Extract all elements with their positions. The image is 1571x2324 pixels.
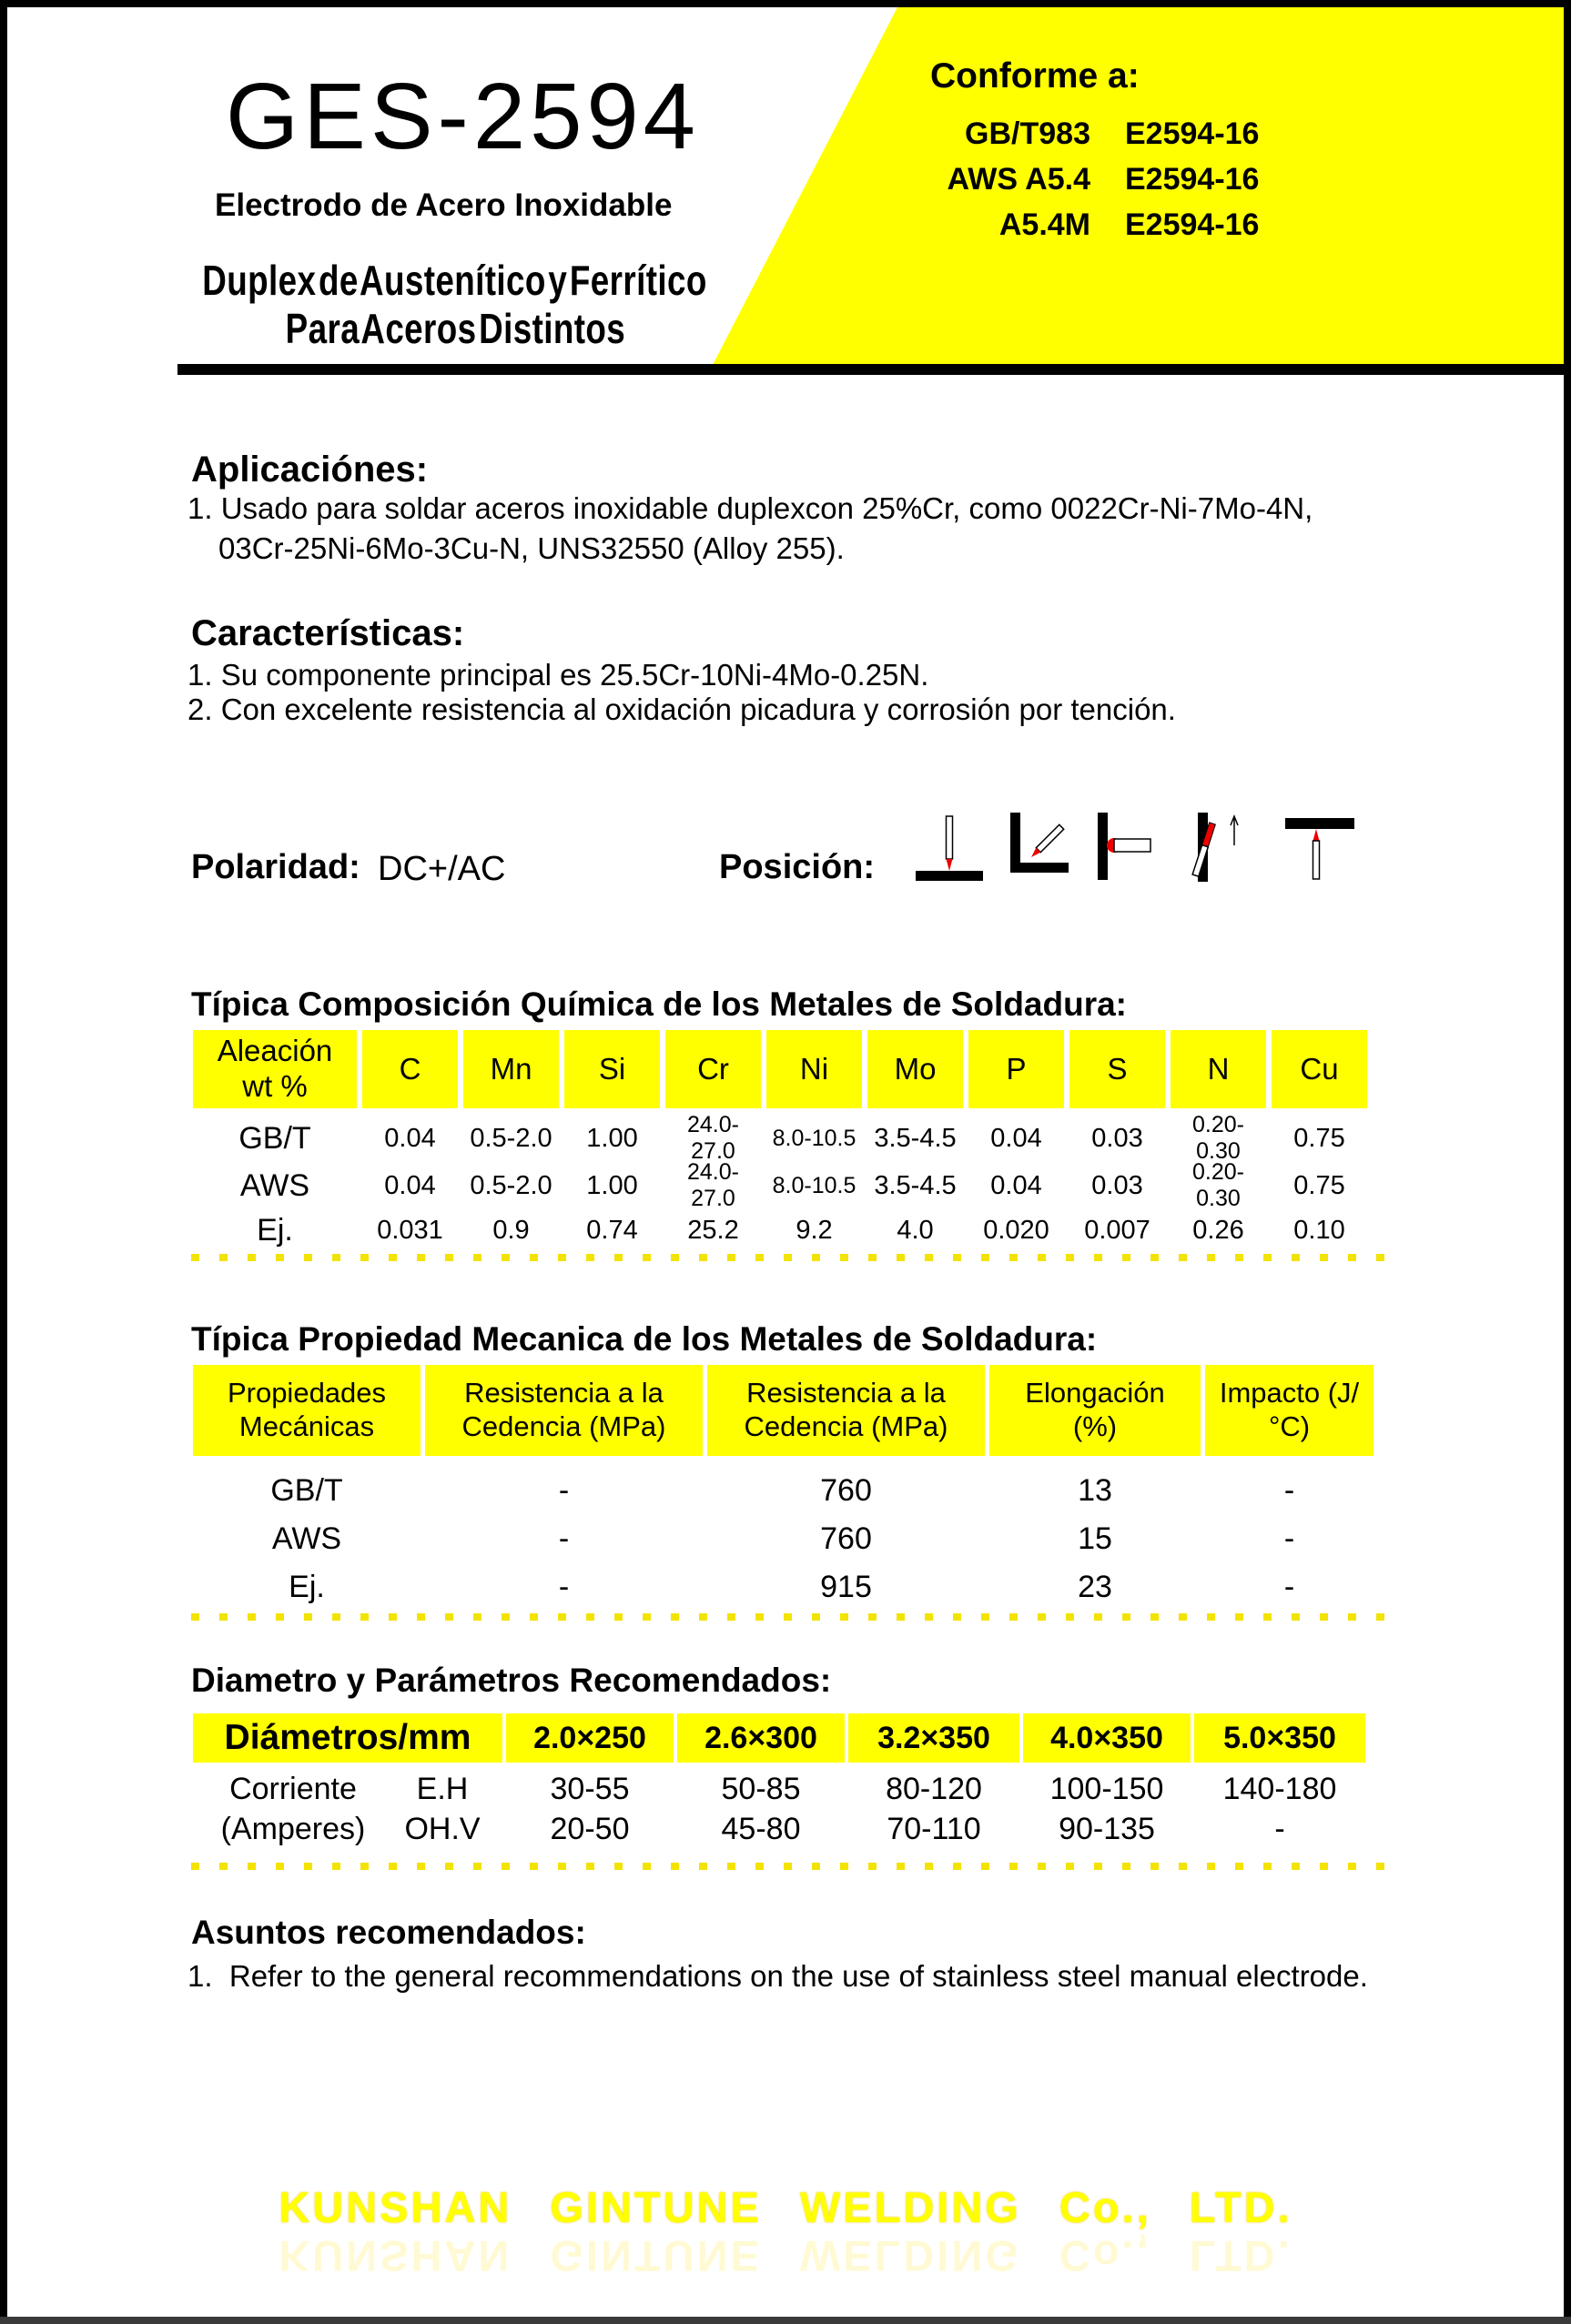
table-cell: - [558, 1570, 570, 1604]
standard-code: E2594-16 [1125, 116, 1260, 151]
row-label: Ej. [257, 1212, 293, 1248]
table-cell: 0.26 [1192, 1215, 1244, 1245]
characteristics-item1: 1. Su componente principal es 25.5Cr-10Ni-4Mo-0.25N. [188, 658, 929, 692]
overhead-position-icon [1280, 813, 1363, 887]
column-header: 4.0×350 [1023, 1713, 1191, 1763]
table-cell: 0.04 [384, 1123, 436, 1153]
table-cell: - [1274, 1811, 1285, 1846]
table-cell: 24.0-27.0 [687, 1159, 739, 1211]
table-cell: 0.007 [1084, 1215, 1150, 1245]
page-border-left [0, 0, 7, 2324]
row-label: OH.V [404, 1811, 481, 1846]
table-row [506, 1769, 1365, 1809]
table-row [506, 1809, 1365, 1849]
table-cell: - [1283, 1473, 1295, 1508]
polarity-label: Polaridad: [191, 848, 360, 886]
table-cell: 0.020 [983, 1215, 1049, 1245]
table-cell: 760 [820, 1473, 872, 1508]
page-border-top [0, 0, 1571, 7]
company-name: KUNSHAN GINTUNE WELDING Co., LTD. [279, 2183, 1292, 2231]
dotted-separator [191, 1613, 1394, 1621]
conforms-row [930, 111, 1259, 157]
table-cell: 0.5-2.0 [470, 1123, 552, 1153]
horizontal-position-icon [1094, 813, 1178, 887]
table-cell: 0.5-2.0 [470, 1170, 552, 1200]
table-cell: 45-80 [721, 1811, 801, 1846]
table-cell: 1.00 [586, 1123, 638, 1153]
table-cell: 0.03 [1091, 1123, 1143, 1153]
table-cell: 0.03 [1091, 1170, 1143, 1200]
row-label: Ej. [289, 1570, 325, 1604]
column-header: Aleación wt % [193, 1030, 357, 1108]
column-header: Cr [665, 1030, 761, 1108]
table-cell: 1.00 [586, 1170, 638, 1200]
header-divider-bar [177, 364, 1571, 375]
welding-position-icons [908, 813, 1363, 887]
column-header: Diámetros/mm [193, 1713, 502, 1763]
conforms-list [930, 111, 1259, 248]
fillet-position-icon [1001, 813, 1085, 887]
standard-name: A5.4M [998, 207, 1090, 242]
conforms-row [930, 157, 1259, 202]
column-header: S [1069, 1030, 1165, 1108]
column-header: Mo [867, 1030, 963, 1108]
table-cell: 0.20-0.30 [1192, 1159, 1244, 1211]
mechanical-table-body [193, 1467, 1373, 1612]
column-header: 3.2×350 [848, 1713, 1019, 1763]
table-cell: 0.04 [990, 1170, 1042, 1200]
diameter-table-body [193, 1769, 1365, 1849]
standard-name: GB/T983 [965, 116, 1090, 151]
table-cell: 100-150 [1049, 1771, 1164, 1806]
table-cell: 13 [1078, 1473, 1112, 1508]
product-type-line1: Duplex de Austenítico y Ferrítico [202, 257, 708, 304]
chemical-table-title: Típica Composición Química de los Metales de Soldadura: [191, 985, 1127, 1023]
table-row [193, 1207, 1367, 1254]
column-header: N [1171, 1030, 1266, 1108]
current-label-line2: (Amperes) [220, 1811, 366, 1846]
recommendations-title: Asuntos recomendados: [191, 1914, 586, 1951]
table-cell: 8.0-10.5 [772, 1172, 856, 1198]
row-label: GB/T [238, 1120, 311, 1156]
column-header: P [968, 1030, 1064, 1108]
table-cell: 50-85 [721, 1771, 801, 1806]
standard-code: E2594-16 [1125, 161, 1260, 197]
table-cell: 23 [1078, 1570, 1112, 1604]
table-cell: 3.5-4.5 [874, 1123, 957, 1153]
table-cell: 25.2 [687, 1215, 739, 1245]
row-label: AWS [271, 1521, 342, 1556]
table-cell: - [558, 1473, 570, 1508]
current-label-line1: Corriente [229, 1771, 357, 1806]
column-header: Resistencia a la Cedencia (MPa) [707, 1365, 985, 1456]
table-cell: 0.04 [384, 1170, 436, 1200]
table-cell: 15 [1078, 1521, 1112, 1556]
current-sublabels [388, 1769, 497, 1849]
table-cell: 0.04 [990, 1123, 1042, 1153]
chemical-table-header [193, 1030, 1367, 1108]
table-cell: 760 [820, 1521, 872, 1556]
table-cell: 0.75 [1293, 1170, 1345, 1200]
applications-item-line2: 03Cr-25Ni-6Mo-3Cu-N, UNS32550 (Alloy 255). [218, 531, 845, 565]
company-name-reflection: KUNSHAN GINTUNE WELDING Co., LTD. [279, 2232, 1292, 2280]
column-header: Mn [463, 1030, 559, 1108]
table-row [193, 1563, 1373, 1612]
characteristics-title: Características: [191, 613, 465, 653]
flat-position-icon [908, 813, 992, 887]
conforms-title: Conforme a: [930, 56, 1140, 96]
table-cell: 0.74 [586, 1215, 638, 1245]
column-header: 2.6×300 [677, 1713, 845, 1763]
row-label: AWS [239, 1167, 310, 1203]
table-cell: 8.0-10.5 [772, 1125, 856, 1151]
polarity-value: DC+/AC [378, 850, 506, 888]
table-cell: 80-120 [886, 1771, 982, 1806]
conforms-row [930, 202, 1259, 248]
table-cell: 3.5-4.5 [874, 1170, 957, 1200]
row-label: GB/T [270, 1473, 343, 1508]
page-border-right [1564, 0, 1571, 2324]
diameter-table-title: Diametro y Parámetros Recomendados: [191, 1662, 832, 1699]
table-cell: 9.2 [796, 1215, 833, 1245]
table-row [193, 1112, 1367, 1164]
column-header: 5.0×350 [1194, 1713, 1365, 1763]
dotted-separator [191, 1254, 1394, 1261]
table-cell: - [1283, 1570, 1295, 1604]
table-cell: 0.20-0.30 [1192, 1112, 1244, 1164]
column-header: Cu [1272, 1030, 1367, 1108]
diameter-table-header [193, 1713, 1365, 1763]
column-header: Propiedades Mecánicas [193, 1365, 421, 1456]
applications-title: Aplicaciónes: [191, 450, 429, 490]
table-cell: 0.75 [1293, 1123, 1345, 1153]
column-header: 2.0×250 [506, 1713, 674, 1763]
standard-code: E2594-16 [1125, 207, 1260, 242]
column-header: Impacto (J/°C) [1205, 1365, 1373, 1456]
column-header: C [362, 1030, 458, 1108]
page-border-bottom [0, 2317, 1571, 2324]
dotted-separator [191, 1863, 1394, 1870]
mechanical-table-title: Típica Propiedad Mecanica de los Metales de Soldadura: [191, 1320, 1098, 1358]
characteristics-item2: 2. Con excelente resistencia al oxidación picadura y corrosión por tención. [188, 692, 1176, 726]
current-group-label [202, 1769, 384, 1849]
page-title: GES-2594 [226, 64, 700, 168]
position-label: Posición: [719, 848, 876, 886]
chemical-table-body [193, 1112, 1367, 1254]
table-row [193, 1467, 1373, 1515]
table-cell: 915 [820, 1570, 872, 1604]
vertical-up-position-icon [1187, 813, 1271, 887]
table-cell: 20-50 [550, 1811, 630, 1846]
row-label: E.H [416, 1771, 469, 1806]
column-header: Ni [766, 1030, 862, 1108]
mechanical-table-header [193, 1365, 1373, 1456]
diameter-values [506, 1769, 1365, 1849]
table-cell: 4.0 [897, 1215, 934, 1245]
table-cell: - [558, 1521, 570, 1556]
column-header: Resistencia a la Cedencia (MPa) [425, 1365, 703, 1456]
table-cell: 90-135 [1059, 1811, 1155, 1846]
table-cell: 70-110 [887, 1811, 981, 1846]
product-subtitle: Electrodo de Acero Inoxidable [215, 187, 673, 223]
table-cell: 24.0-27.0 [687, 1112, 739, 1164]
table-cell: 0.10 [1293, 1215, 1345, 1245]
product-type-line2: Para Aceros Distintos [285, 305, 625, 353]
applications-item-line1: 1. Usado para soldar aceros inoxidable duplexcon 25%Cr, como 0022Cr-Ni-7Mo-4N, [188, 491, 1313, 525]
table-cell: 0.9 [492, 1215, 530, 1245]
standard-name: AWS A5.4 [947, 161, 1090, 197]
column-header: Si [564, 1030, 660, 1108]
table-row [193, 1515, 1373, 1563]
table-cell: 140-180 [1222, 1771, 1337, 1806]
column-header: Elongación (%) [989, 1365, 1201, 1456]
table-cell: - [1283, 1521, 1295, 1556]
recommendations-item1: 1. Refer to the general recommendations on the use of stainless steel manual electrode. [188, 1959, 1368, 1993]
product-type-description [127, 257, 783, 354]
table-cell: 30-55 [550, 1771, 630, 1806]
table-cell: 0.031 [377, 1215, 443, 1245]
table-row [193, 1159, 1367, 1211]
